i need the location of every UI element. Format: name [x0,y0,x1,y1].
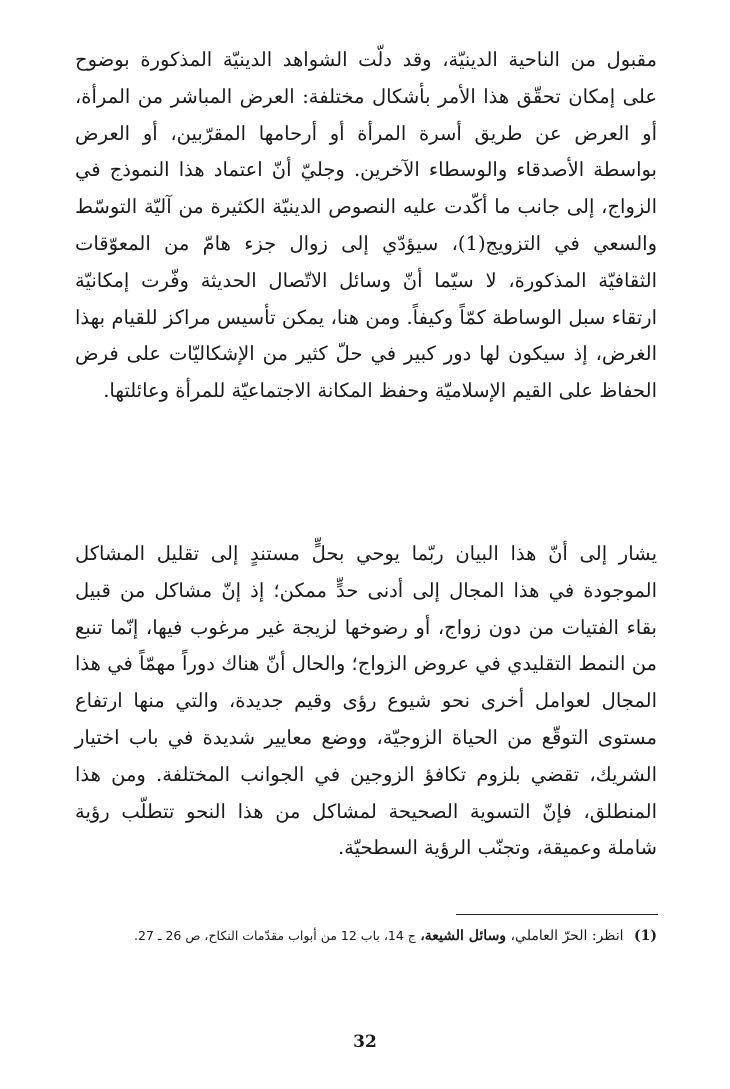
footnote-separator [456,914,658,915]
footnote [75,922,657,950]
page-number: 32 [353,1032,377,1052]
body-paragraph-1: مقبول من الناحية الدينيّة، وقد دلّت الشواهد الدينيّة المذكورة بوضوح على إمكان تحقّق هذا الأمر بأشكال مختلفة: العرض المباشر من المرأة، أو العرض عن طريق أسرة المرأة أو أرحامها المقرّبين، أو العرض بواسطة الأصدقاء والوسطاء الآخرين. وجليّ أنّ اعتماد هذا النموذج في الزواج، إلى جانب ما أكّدت عليه النصوص الدينيّة الكثيرة من آليّة التوسّط والسعي في التزويج(1)، سيؤدّي إلى زوال جزء هامّ من المعوّقات الثقافيّة المذكورة، لا سيّما أنّ وسائل الاتّصال الحديثة وفّرت إمكانيّة ارتقاء سبل الوساطة كمّاً وكيفاً. ومن هنا، يمكن تأسيس مراكز للقيام بهذا الغرض، إذ سيكون لها دور كبير في حلّ كثير من الإشكاليّات على فرض الحفاظ على القيم الإسلاميّة وحفظ المكانة الاجتماعيّة للمرأة وعائلتها. [75,48,657,403]
footnote-book-title: وسائل الشيعة، [420,928,507,944]
footnote-reference: ج 14، باب 12 من أبواب مقدّمات النكاح، ص 26 ـ 27. [133,928,416,943]
footnote-marker: (1) [634,928,657,944]
footnote-prefix: انظر: الحرّ العاملي، [510,928,624,944]
body-paragraph-2: يشار إلى أنّ هذا البيان ربّما يوحي بحلٍّ مستندٍ إلى تقليل المشاكل الموجودة في هذا المجال إلى أدنى حدٍّ ممكن؛ إذ إنّ مشاكل من قبيل بقاء الفتيات من دون زواج، أو رضوخها لزيجة غير مرغوب فيها، إنّما تنبع من النمط التقليدي في عروض الزواج؛ والحال أنّ هناك دوراً مهمّاً في هذا المجال لعوامل أخرى نحو شيوع رؤى وقيم جديدة، والتي منها ارتفاع مستوى التوقّع من الحياة الزوجيّة، ووضع معايير شديدة في باب اختيار الشريك، تقضي بلزوم تكافؤ الزوجين في الجوانب المختلفة. ومن هذا المنطلق، فإنّ التسوية الصحيحة لمشاكل من هذا النحو تتطلّب رؤية شاملة وعميقة، وتجنّب الرؤية السطحيّة. [75,542,657,860]
